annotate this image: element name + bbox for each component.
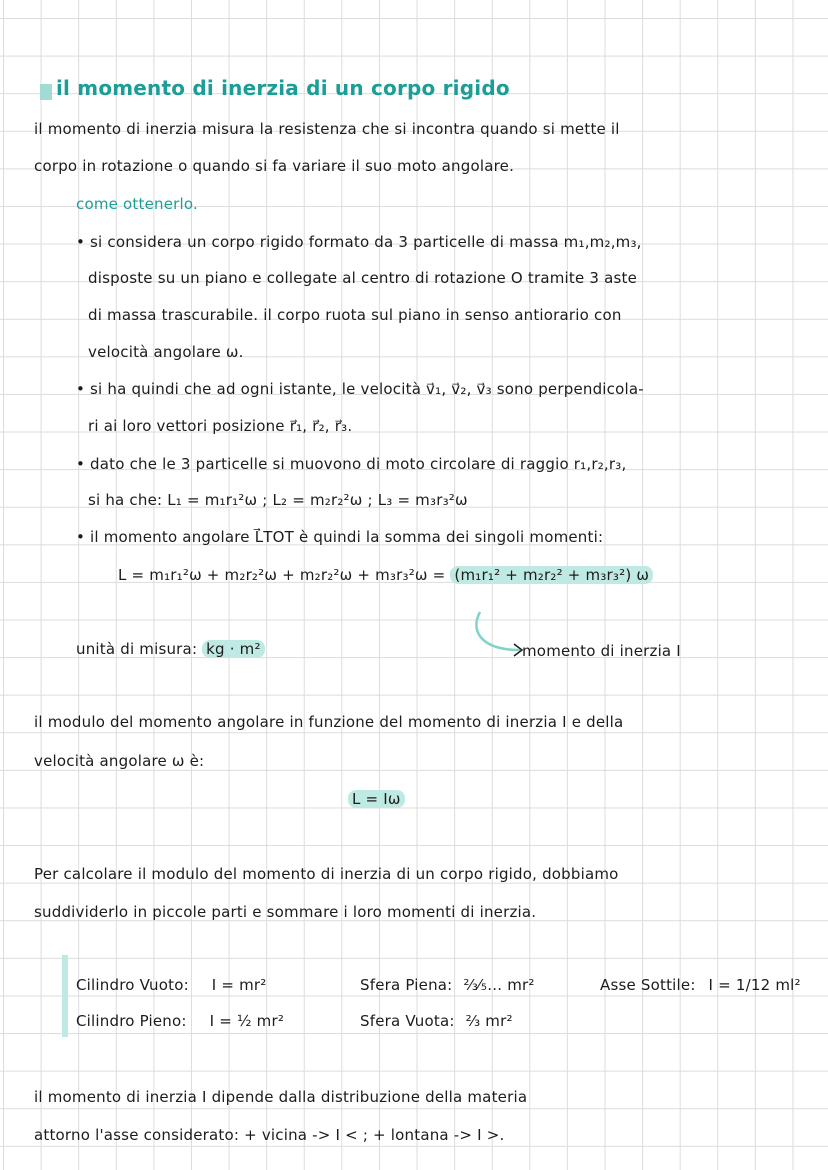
shape-name: Cilindro Pieno:	[76, 1012, 187, 1030]
unit-value: kg · m²	[202, 640, 265, 658]
bullet-2-line-1: • si ha quindi che ad ogni istante, le velocità v⃗₁, v⃗₂, v⃗₃ sono perpendicola-	[76, 380, 644, 398]
shape-thin-rod	[600, 976, 801, 994]
shape-solid-sphere	[360, 976, 535, 994]
calc-line-1: Per calcolare il modulo del momento di inerzia di un corpo rigido, dobbiamo	[34, 865, 619, 883]
bullet-3-line-1: • dato che le 3 particelle si muovono di moto circolare di raggio r₁,r₂,r₃,	[76, 455, 627, 473]
sum-formula-left: L = m₁r₁²ω + m₂r₂²ω + m₂r₂²ω + m₃r₃²ω =	[118, 566, 446, 584]
sum-formula-right: (m₁r₁² + m₂r₂² + m₃r₃²) ω	[450, 566, 653, 584]
intro-line-1: il momento di inerzia misura la resistenza che si incontra quando si mette il	[34, 120, 620, 138]
shape-formula: I = mr²	[211, 976, 267, 994]
modulus-line-2: velocità angolare ω è:	[34, 752, 205, 770]
page-title: il momento di inerzia di un corpo rigido	[56, 76, 510, 100]
bullet-1-line-1: • si considera un corpo rigido formato da 3 particelle di massa m₁,m₂,m₃,	[76, 233, 642, 251]
bullet-1-line-3: di massa trascurabile. il corpo ruota sul piano in senso antiorario con	[88, 306, 622, 324]
shapes-bracket	[62, 955, 68, 1037]
shape-name: Cilindro Vuoto:	[76, 976, 189, 994]
intro-line-2: corpo in rotazione o quando si fa variare il suo moto angolare.	[34, 157, 515, 175]
inertia-label: momento di inerzia I	[522, 642, 681, 660]
shape-formula: ⅔⁄₅… mr²	[463, 976, 535, 994]
bullet-1-line-4: velocità angolare ω.	[88, 343, 244, 361]
shape-formula: I = 1/12 ml²	[708, 976, 801, 994]
conclusion-line-2: attorno l'asse considerato: + vicina -> I < ; + lontana -> I >.	[34, 1126, 505, 1144]
how-label: come ottenerlo.	[76, 195, 198, 213]
conclusion-line-1: il momento di inerzia I dipende dalla distribuzione della materia	[34, 1088, 528, 1106]
shape-formula: I = ½ mr²	[209, 1012, 285, 1030]
sum-formula	[118, 566, 653, 584]
bullet-1-line-2: disposte su un piano e collegate al centro di rotazione O tramite 3 aste	[88, 269, 638, 287]
shape-name: Asse Sottile:	[600, 976, 696, 994]
shape-name: Sfera Piena:	[360, 976, 453, 994]
calc-line-2: suddividerlo in piccole parti e sommare i loro momenti di inerzia.	[34, 903, 537, 921]
bullet-3-line-2: si ha che: L₁ = m₁r₁²ω ; L₂ = m₂r₂²ω ; L₃ = m₃r₃²ω	[88, 491, 468, 509]
title-marker	[40, 84, 52, 100]
shape-name: Sfera Vuota:	[360, 1012, 455, 1030]
shape-hollow-cylinder	[76, 976, 267, 994]
shape-formula: ⅔ mr²	[465, 1012, 513, 1030]
modulus-line-1: il modulo del momento angolare in funzione del momento di inerzia I e della	[34, 713, 624, 731]
shape-hollow-sphere	[360, 1012, 513, 1030]
unit-row	[76, 640, 265, 658]
arrow-icon	[470, 610, 530, 660]
bullet-4-line-1: • il momento angolare L⃗TOT è quindi la somma dei singoli momenti:	[76, 528, 604, 546]
unit-label: unità di misura:	[76, 640, 198, 658]
main-formula-text: L = Iω	[348, 790, 405, 808]
shape-solid-cylinder	[76, 1012, 284, 1030]
main-formula	[348, 790, 405, 808]
bullet-2-line-2: ri ai loro vettori posizione r⃗₁, r⃗₂, r⃗₃.	[88, 417, 353, 435]
